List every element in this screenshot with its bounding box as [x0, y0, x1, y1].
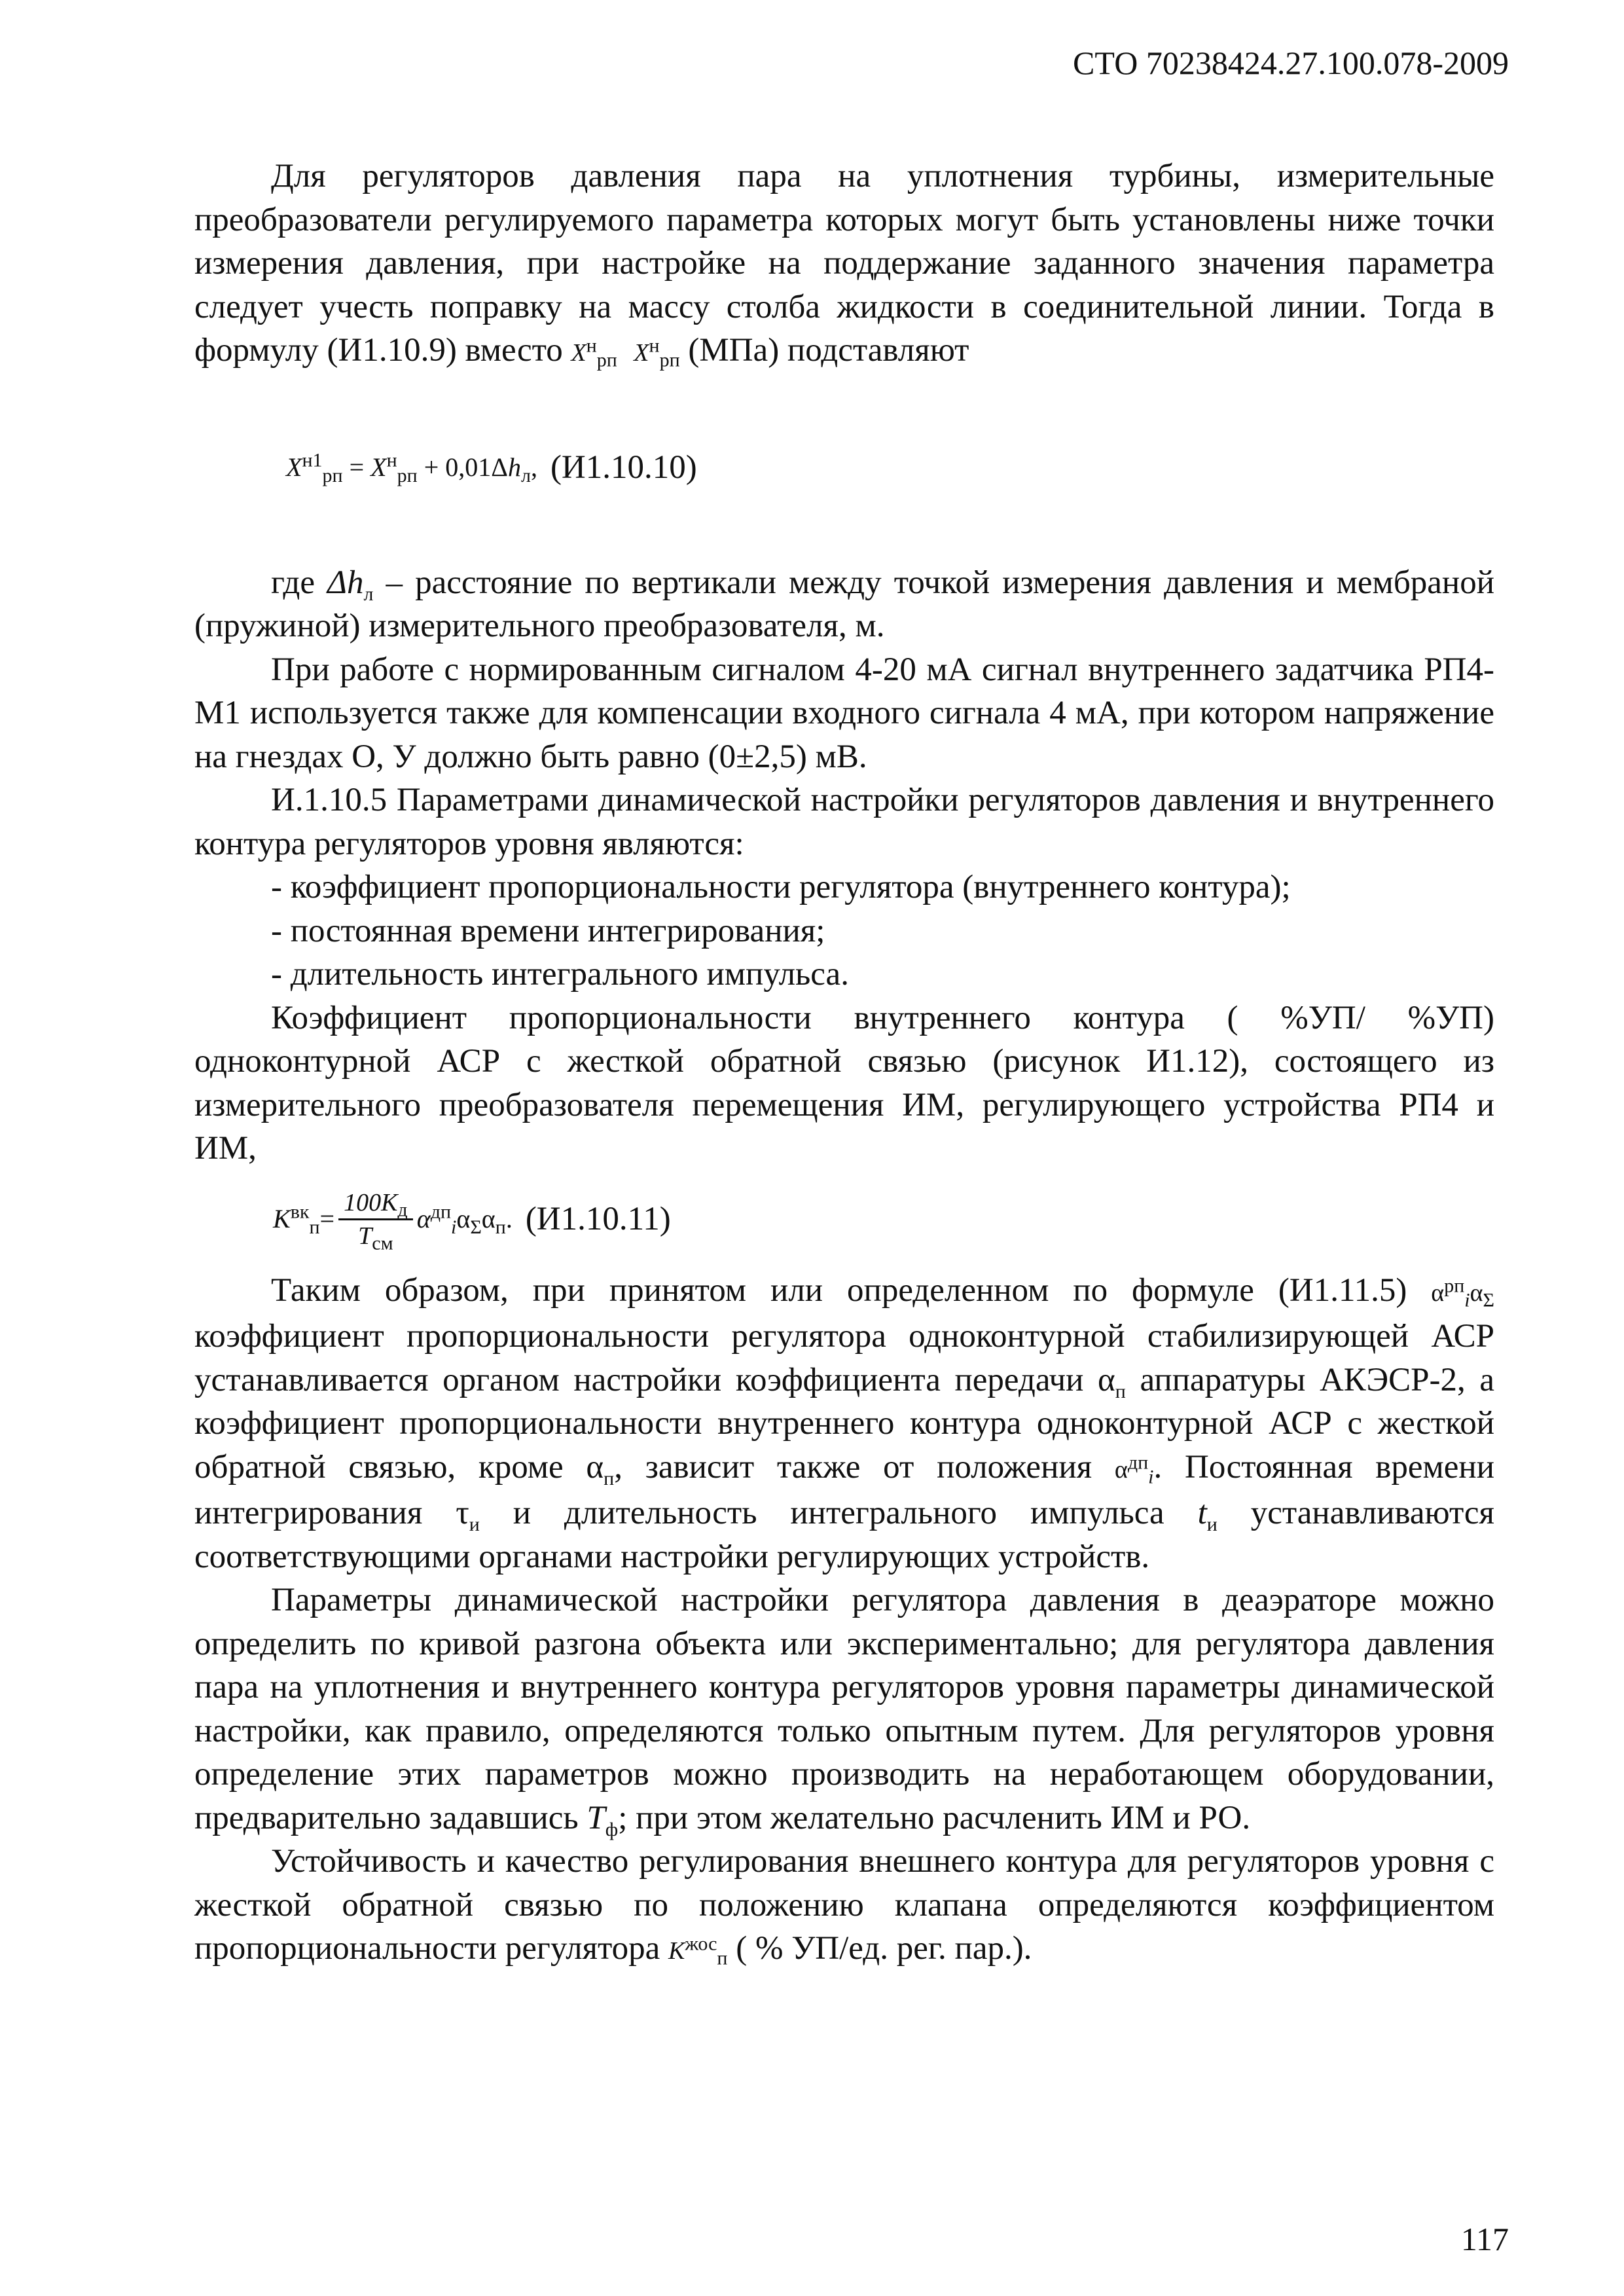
paragraph-thus: Таким образом, при принятом или определенном по формуле (И1.11.5) $\alpha^{рп}_i\alpha_\Sigma$ коэффициент пропорциональности регулятора одноконтурной стабилизирующей АСР устанавливается органом настройки коэффициента передачи $\alpha_п$ аппаратуры АКЭСР-2, а коэффициент пропорциональности внутреннего контура одноконтурной АСР с жесткой обратной связью, кроме $\alpha_п$, зависит также от положения $\alpha^{дп}_i$. Постоянная времени интегрирования $\tau_и$ и длительность интегрального импульса $t_и$ устанавливаются соответствующими органами настройки регулирующих устройств.	[194, 1271, 1495, 1575]
paragraph-normalized-signal: При работе с нормированным сигналом 4-20 мА сигнал внутреннего задатчика РП4-М1 используется также для компенсации входного сигнала 4 мА, при котором напряжение на гнездах О, У должно быть равно (0±2,5) мВ.	[194, 651, 1494, 775]
list-item: - коэффициент пропорциональности регулятора (внутреннего контура);	[271, 869, 1291, 905]
paragraph-pressure-regulators	[194, 155, 1494, 375]
formula-i1-10-10	[194, 422, 1494, 514]
formula-symbol: $X^н_{рп}$	[634, 335, 680, 371]
alpha-rp-symbol: $\alpha^{рп}_i\alpha_\Sigma$	[1431, 1274, 1494, 1311]
fraction: $\frac{100K_д}{T_{см}}$	[338, 1187, 413, 1252]
paragraph-stability: Устойчивость и качество регулирования внешнего контура для регуляторов уровня с жесткой обратной связью по положению клапана определяются коэффициентом пропорциональности регулятора $K^{жос}_п$ ( % УП/ед. рег. пар.).	[194, 1843, 1494, 1969]
formula-expression: $X^{н1}_{рп} = X^н_{рп} + 0,01\Delta h_л$,	[286, 449, 537, 487]
paragraph-where: где $\Delta h_л$ – расстояние по вертикали между точкой измерения давления и мембраной (пружиной) измерительного преобразователя, м.	[194, 564, 1494, 644]
document-body	[194, 155, 1494, 1973]
formula-symbol: $X^н_{рп}$	[571, 335, 617, 371]
delta-h-symbol: $\Delta h_л$	[327, 564, 374, 605]
formula-number: (И1.10.10)	[550, 449, 697, 486]
document-code-header: СТО 70238424.27.100.078-2009	[1073, 45, 1509, 81]
list-item: - длительность интегрального импульса.	[271, 956, 849, 993]
formula-expression: $K^{вк}_п$ = $\frac{100K_д}{T_{см}}$ $\alpha^{дп}_i$ $\alpha_\Sigma$ $\alpha_п$ .	[273, 1187, 513, 1252]
paragraph-text: Для регуляторов давления пара на уплотнения турбины, измерительные преобразователи регулируемого параметра которых могут быть установлены ниже точки измерения давления, при настройке на поддержание заданного значения параметра следует учесть поправку на массу столба жидкости в соединительной линии. Тогда в формулу (И1.10.9) вместо	[194, 158, 1494, 369]
list-item: - постоянная времени интегрирования;	[271, 912, 825, 949]
formula-i1-10-11	[194, 1171, 1494, 1269]
k-jos-symbol: $K^{жос}_п$	[668, 1933, 728, 1969]
alpha-p-symbol: $\alpha_п$	[1098, 1361, 1126, 1402]
alpha-dp-symbol: $\alpha^{дп}_i$	[1114, 1451, 1154, 1488]
paragraph-inner-loop-coefficient: Коэффициент пропорциональности внутреннего контура ( %УП/ %УП) одноконтурной АСР с жесткой обратной связью (рисунок И1.12), состоящего из измерительного преобразователя перемещения ИМ, регулирующего устройства РП4 и ИМ,	[194, 999, 1494, 1167]
formula-number: (И1.10.11)	[525, 1201, 671, 1238]
paragraph-section-i1-10-5: И.1.10.5 Параметрами динамической настройки регуляторов давления и внутреннего контура регуляторов уровня являются:	[194, 782, 1494, 862]
paragraph-dynamic-settings: Параметры динамической настройки регулятора давления в деаэраторе можно определить по кривой разгона объекта или экспериментально; для регулятора давления пара на уплотнения и внутреннего контура регуляторов уровня параметры динамической настройки, как правило, определяются только опытным путем. Для регуляторов уровня определение этих параметров можно производить на неработающем оборудовании, предварительно задавшись $T_ф$; при этом желательно расчленить ИМ и РО.	[194, 1582, 1494, 1840]
paragraph-text: (МПа) подставляют	[679, 332, 969, 369]
page-number: 117	[1460, 2221, 1509, 2257]
